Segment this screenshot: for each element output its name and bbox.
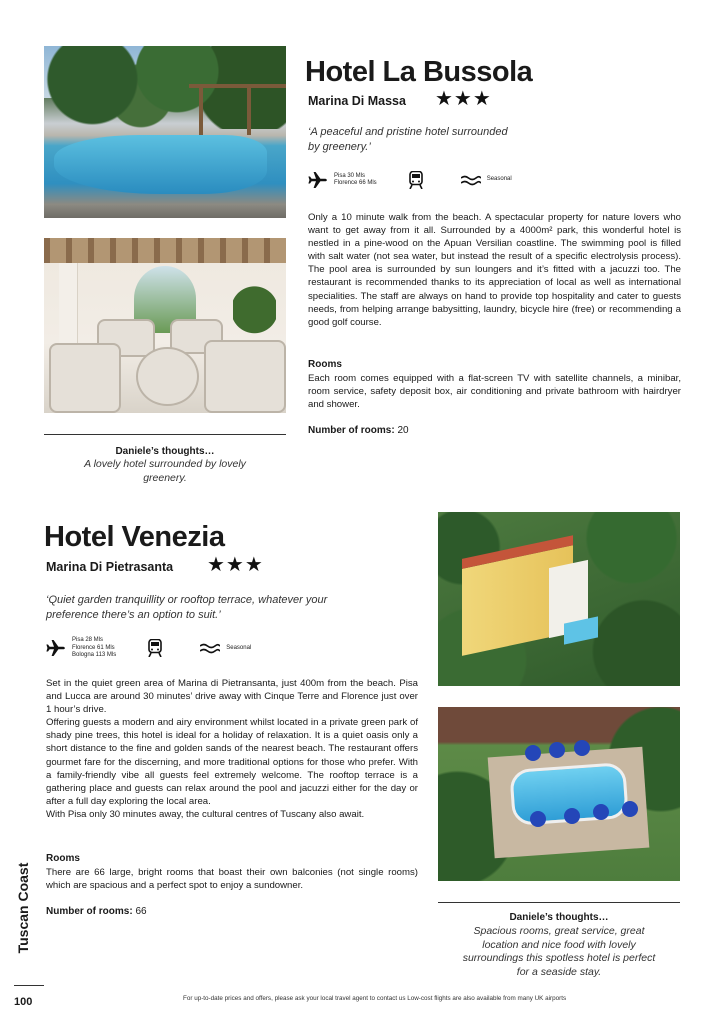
- hotel2-quote: ‘Quiet garden tranquillity or rooftop terrace, whatever your preference there’s an option to suit.’: [46, 594, 328, 621]
- hotel2-aerial-building-photo: [438, 512, 680, 686]
- hotel1-rooms-number: 20: [397, 425, 409, 436]
- hotel1-airport-1: Pisa 30 Mls: [334, 172, 366, 179]
- hotel1-thoughts-text: A lovely hotel surrounded by lovely greenery.: [84, 458, 246, 484]
- hotel1-rooms-count: [308, 425, 409, 436]
- hotel2-thoughts-text: Spacious rooms, great service, great location and nice food with lovely surroundings this spotless hotel is perfect for a seaside stay.: [462, 925, 656, 978]
- hotel2-star-rating: ★★★: [207, 554, 264, 576]
- hotel1-airport-2: Florence 66 Mls: [334, 180, 377, 186]
- hotel1-rooms-text: Each room comes equipped with a flat-screen TV with satellite channels, a minibar, room service, safety deposit box, air conditioning and private bathroom with hairdryer and shower.: [308, 373, 681, 411]
- hotel1-quote: ‘A peaceful and pristine hotel surrounded by greenery.’: [308, 126, 508, 153]
- hotel2-airport-3: Bologna 113 Mls: [72, 652, 117, 658]
- hotel1-rooms-label: Number of rooms:: [308, 425, 395, 436]
- hotel2-rooms-number: 66: [135, 906, 147, 917]
- hotel2-rooms-text: There are 66 large, bright rooms that boast their own balconies (not single rooms) which are spacious and a perfect spot to enjoy a sundowner.: [46, 867, 418, 892]
- page-number: 100: [14, 996, 33, 1008]
- hotel1-terrace-photo: [44, 238, 286, 413]
- hotel2-thoughts-divider: [438, 902, 680, 903]
- hotel2-rooms-count: [46, 906, 147, 917]
- hotel1-title: Hotel La Bussola: [305, 56, 533, 88]
- hotel1-thoughts-heading: Daniele’s thoughts…: [115, 446, 215, 457]
- hotel2-description-p3: With Pisa only 30 minutes away, the cultural centres of Tuscany also await.: [46, 808, 365, 820]
- footer-note: For up-to-date prices and offers, please ask your local travel agent to contact us Low-cost flights are also available from many UK airports: [183, 995, 567, 1002]
- hotel2-rooms-heading: Rooms: [46, 853, 80, 864]
- sea-waves-icon: [461, 174, 481, 186]
- plane-icon: [308, 172, 328, 188]
- page-number-rule: [14, 985, 44, 986]
- hotel2-rooms-label: Number of rooms:: [46, 906, 133, 917]
- hotel2-description-p2: Offering guests a modern and airy environment whilst located in a private green park of shady pine trees, this hotel is ideal for a holiday of relaxation. It is a quiet oasis only a short distance to the fine and golden sands of the nearest beach. The restaurant offers gourmet fare for the discerning, and more traditional options for those who prefer. With a family-friendly vibe all guests feel extremely welcome. The rooftop terrace is a gathering place and guests can relax around the pool and jacuzzi either for the day or after a full day exploring the local area.: [46, 717, 418, 807]
- hotel2-aerial-pool-photo: [438, 707, 680, 881]
- hotel2-title: Hotel Venezia: [44, 521, 225, 553]
- hotel2-location: Marina Di Pietrasanta: [46, 560, 174, 574]
- hotel2-airport-1: Pisa 28 Mls: [72, 637, 104, 643]
- hotel1-thoughts-divider: [44, 434, 286, 435]
- hotel1-facts: [308, 171, 530, 189]
- hotel2-thoughts-heading: Daniele’s thoughts…: [509, 912, 609, 923]
- plane-icon: [46, 640, 66, 656]
- hotel1-pool-photo: [44, 46, 286, 218]
- hotel2-description-p1: Set in the quiet green area of Marina di Pietransanta, just 400m from the beach. Pisa and Lucca are around 30 minutes’ drive away with Cinque Terre and Florence just over 1 hour’s drive.: [46, 678, 418, 716]
- hotel2-description: [46, 677, 418, 821]
- hotel2-season: Seasonal: [226, 644, 252, 651]
- section-label: Tuscan Coast: [15, 862, 31, 954]
- train-icon: [409, 171, 423, 189]
- hotel2-facts: [46, 637, 269, 660]
- train-icon: [148, 639, 162, 657]
- hotel1-rooms-heading: Rooms: [308, 359, 342, 370]
- hotel1-star-rating: ★★★: [435, 88, 492, 110]
- hotel1-season: Seasonal: [486, 176, 512, 183]
- hotel1-location: Marina Di Massa: [308, 94, 406, 108]
- hotel2-airport-2: Florence 61 Mls: [72, 644, 115, 651]
- hotel1-description: Only a 10 minute walk from the beach. A spectacular property for nature lovers who want to get away from it all. Surrounded by a 4000m² park, this wonderful hotel is nestled in a pine-wood on the Apuan Versilian coastline. The swimming pool is filled with salt water (not sea water, but instead the result of a specific electrolysis process). The pool area is surrounded by sun loungers and it’s fitted with a jacuzzi too. The restaurant is recommended thanks to its appreciation of local as well as international specialities. The staff are always on hand to provide top hospitality and cater to guests needs, from helping arrange babysitting, laundry, bicycle hire (free) or recommending a good golf course.: [308, 212, 681, 328]
- sea-waves-icon: [200, 642, 220, 654]
